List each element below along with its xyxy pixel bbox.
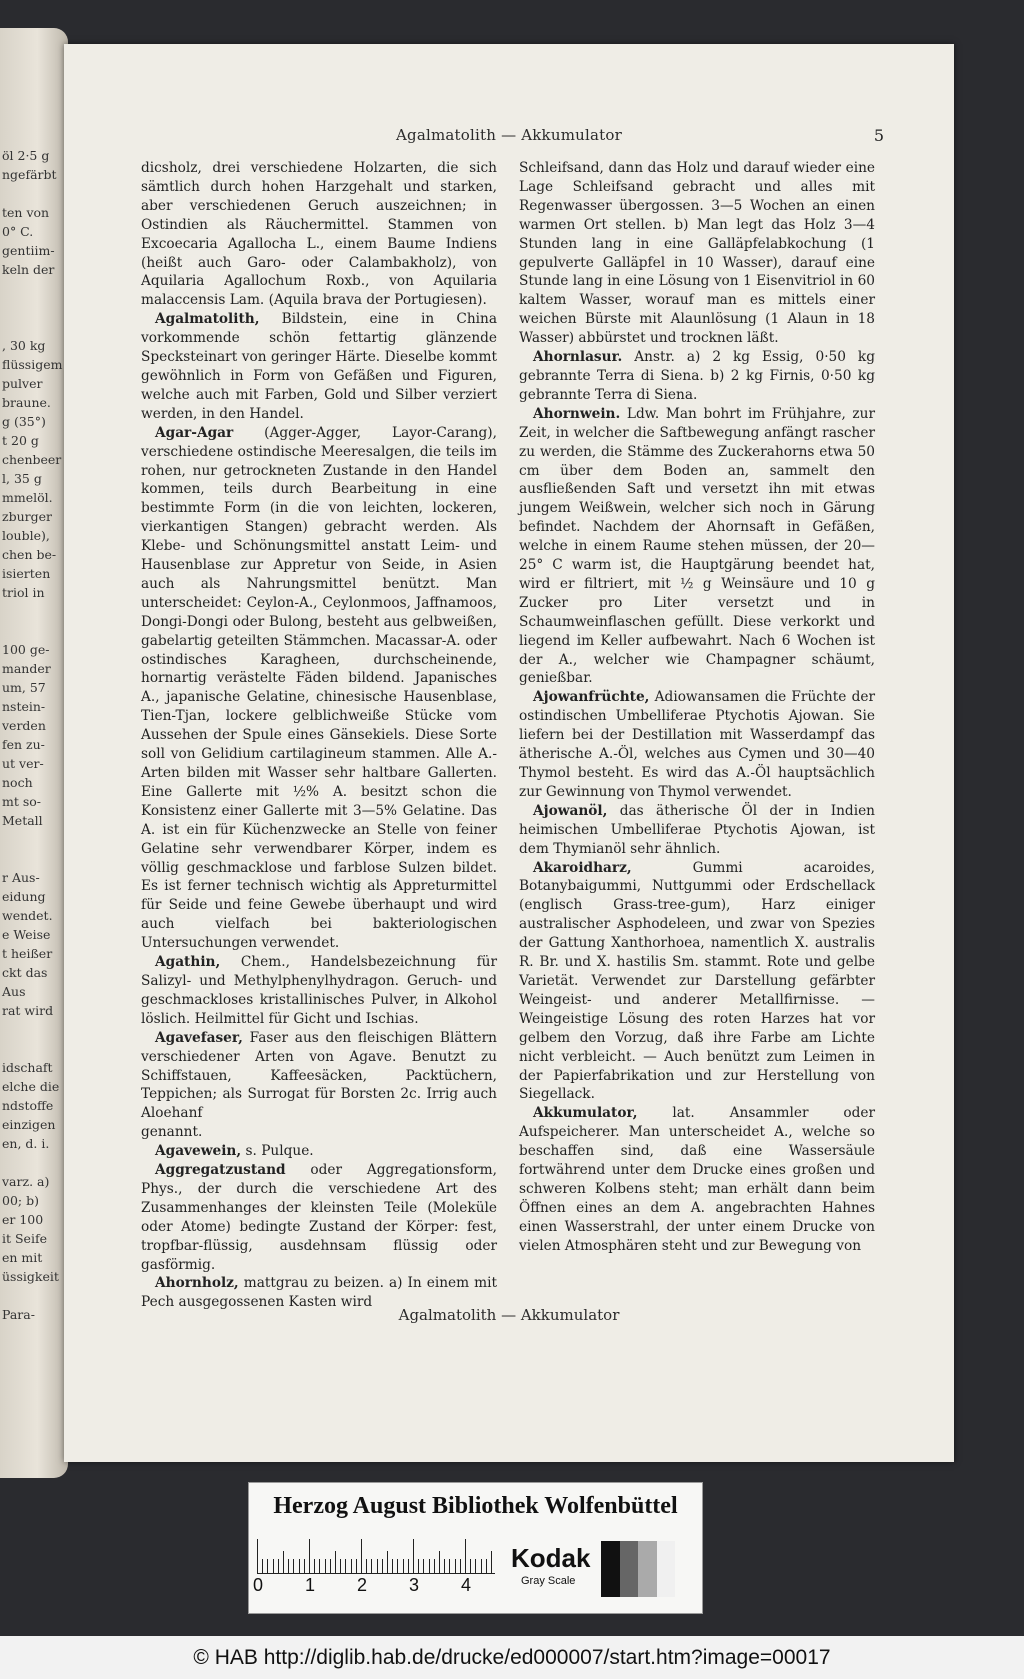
ruler-tick <box>361 1539 362 1573</box>
fragment-line: zburger <box>2 509 52 524</box>
ruler-tick <box>366 1559 367 1573</box>
fragment-line: er 100 <box>2 1212 44 1227</box>
fragment-line: it Seife <box>2 1231 47 1246</box>
fragment-line: l, 35 g <box>2 471 42 486</box>
entry-text: (Agger-Agger, Layor-Carang), verschiedene ostindische Meeresalgen, die teils im rohen, nur getrockneten Zustande in den Handel kommen, teils durch Bearbeitung in eine bestimmte Form (in die von leichten, lockeren, vierkantigen Stangen) gebracht werden. Als Klebe- und Schönungsmittel anstatt Leim- und Hausenblase zur Appretur von Seide, in Asien auch als Nahrungsmittel benützt. Man unterscheidet: Ceylon-A., Ceylonmoos, Jaffnamoos, Dongi-Dongi oder Bulong, besteht aus gelbweißen, gabelartig geteilten Stämmchen. Macassar-A. oder ostindisches Karagheen, durchscheinende, hornartig verästelte Fäden bildend. Japanisches A., japanische Gelatine, chinesische Hausenblase, Tien-Tjan, lockere gelblichweiße Stücke vom Aussehen der Spule eines Gänsekiels. Diese Sorte soll von Gelidium cartilagineum stammen. Alle A.-Arten bilden mit Wasser sehr haltbare Gallerten. Eine Gallerte mit ½% A. besitzt schon die Konsistenz einer Gallerte mit 3—5% Gelatine. Das A. ist ein für Küchenzwecke an Stelle von feiner Gelatine sehr verwendbarer Körper, indem es völlig geschmacklose und farblose Sulzen bildet. Es ist ferner technisch wichtig als Appreturmittel für Seide und feine Gewebe überhaupt und wird auch vielfach bei bakteriologischen Untersuchungen verwendet. <box>141 424 497 952</box>
ruler-tick <box>444 1559 445 1573</box>
fragment-line: öl 2·5 g <box>2 148 50 163</box>
dictionary-entry <box>141 1029 497 1124</box>
fragment-line <box>2 1153 62 1172</box>
entry-headword: Aggregatzustand <box>155 1162 286 1179</box>
ruler-tick <box>429 1559 430 1573</box>
fragment-line <box>2 849 62 868</box>
ruler-tick <box>382 1559 383 1573</box>
ruler-tick <box>356 1559 357 1573</box>
dictionary-entry <box>519 1104 875 1255</box>
dictionary-entry <box>141 159 497 310</box>
entry-text: Faser aus den fleischigen Blättern verschiedener Arten von Agave. Benutzt zu Schiffstauen, Kaffeesäcken, Packtüchern, Teppichen; als Surrogat für Borsten 2c. Irrig auch Aloehanf <box>141 1029 497 1122</box>
ruler-tick <box>335 1551 336 1573</box>
ruler-tick <box>475 1559 476 1573</box>
kodak-logo: Kodak <box>511 1543 591 1573</box>
fragment-line: chenbeer <box>2 452 62 467</box>
fragment-line: Metall <box>2 813 43 828</box>
fragment-line <box>2 830 62 849</box>
ruler-tick <box>371 1559 372 1573</box>
fragment-line: ngefärbt <box>2 167 57 182</box>
ruler-tick <box>262 1559 263 1573</box>
ruler-tick <box>408 1559 409 1573</box>
ruler-tick <box>397 1559 398 1573</box>
fragment-line: mander <box>2 661 51 676</box>
dictionary-entry <box>519 802 875 859</box>
fragment-line <box>2 317 62 336</box>
ruler-tick <box>257 1539 258 1573</box>
ruler-tick <box>377 1559 378 1573</box>
fragment-line <box>2 298 62 317</box>
fragment-line: fen zu- <box>2 737 45 752</box>
fragment-line: keln der <box>2 262 55 277</box>
entry-text: Ldw. Man bohrt im Frühjahre, zur Zeit, in welcher die Saftbewegung anfängt rascher zu werden, die Stämme des Zuckerahorns etwa 50 cm über dem Boden an, sammelt den ausfließenden Saft und versetzt ihn mit etwas jungem Weißwein, welcher sich noch in Gärung befindet. Nachdem der Ahornsaft in Gefäßen, welche in einem Raume stehen müssen, der 20—25° C warm ist, die Hauptgärung beendet hat, wird er filtriert, mit ½ g Weinsäure und 10 g Zucker pro Liter versetzt und in Schaumweinflaschen gefüllt. Diese verkorkt und liegend im Keller aufbewahrt. Nach 6 Wochen ist der A., welcher wie Champagner schäumt, genießbar. <box>519 405 875 687</box>
dictionary-entry <box>141 1142 497 1161</box>
ruler-tick <box>273 1559 274 1573</box>
fragment-line: rat wird <box>2 1003 54 1018</box>
ruler-tick <box>278 1559 279 1573</box>
ruler-tick <box>465 1539 466 1573</box>
fragment-line: t 20 g <box>2 433 39 448</box>
ruler-tick <box>283 1551 284 1573</box>
entry-headword: Akkumulator, <box>533 1105 638 1122</box>
fragment-line: braune. <box>2 395 51 410</box>
fragment-line: nstein- <box>2 699 46 714</box>
ruler-tick <box>413 1539 414 1573</box>
dictionary-entry <box>141 1161 497 1274</box>
fragment-line: 00; b) <box>2 1193 39 1208</box>
fragment-line <box>2 1020 62 1039</box>
ruler-tick <box>330 1559 331 1573</box>
ruler-tick <box>325 1559 326 1573</box>
fragment-line: triol in <box>2 585 45 600</box>
fragment-line: Para- <box>2 1307 35 1322</box>
fragment-line: mmelöl. <box>2 490 53 505</box>
ruler-tick <box>267 1559 268 1573</box>
entry-text: oder Aggregationsform, Phys., der durch die verschiedene Art des Zusammenhanges der kleinsten Teile (Moleküle oder Atome) bedingte Zustand der Körper: fest, tropfbar-flüssig, ausdehnsam flüssig oder gasförmig. <box>141 1162 497 1273</box>
running-foot: Agalmatolith — Akkumulator <box>398 1306 620 1324</box>
right-column <box>519 159 875 1256</box>
ruler-tick <box>434 1559 435 1573</box>
entry-text: genannt. <box>141 1124 203 1141</box>
fragment-line: Aus <box>2 984 26 999</box>
entry-text: mattgrau zu beizen. a) In einem mit Pech ausgegossenen Kasten wird <box>141 1275 497 1311</box>
fragment-line: r Aus- <box>2 870 40 885</box>
entry-headword: Agathin, <box>155 954 221 971</box>
ruler <box>257 1539 495 1574</box>
document-page <box>64 44 954 1462</box>
fragment-line <box>2 184 62 203</box>
ruler-tick <box>418 1559 419 1573</box>
color-scale-card <box>248 1482 703 1614</box>
ruler-number: 2 <box>357 1575 368 1595</box>
fragment-line: um, 57 <box>2 680 46 695</box>
entry-text: Gummi acaroides, Botanybaigummi, Nuttgummi oder Erdschellack (englisch Grass-tree-gum), Harz einiger australischer Asphodeleen, und zwar von Spezies der Gattung Xanthorhoea, namentlich X. australis R. Br. und X. hastilis Sm. stammt. Rote und gelbe Varietät. Verwendet zur Darstellung gefärbter Weingeist- und anderer Metallfirnisse. — Weingeistige Lösung des roten Harzes hat vor gelbem den Vorzug, daß ihre Farbe am Lichte nicht verbleicht. — Auch benützt zum Leimen in der Papierfabrikation und zur Herstellung von Siegellack. <box>519 859 875 1103</box>
dictionary-entry <box>519 688 875 801</box>
fragment-line: wendet. <box>2 908 53 923</box>
ruler-tick <box>403 1559 404 1573</box>
fragment-line: e Weise <box>2 927 51 942</box>
entry-text: dicsholz, drei verschiedene Holzarten, die sich sämtlich durch hohen Harzgehalt und starken, aber verschiedenen Geruch auszeichnen; in Ostindien als Räuchermittel. Stammen von Excoecaria Agallocha L., einem Baume Indiens (heißt auch Garo- oder Calambakholz), von Aquilaria Agallochum Roxb., von Aquilaria malaccensis Lam. (Aquila brava der Portugiesen). <box>141 160 497 309</box>
entry-text: das ätherische Öl der in Indien heimischen Umbelliferae Ptychotis Ajowan, ist dem Thymianöl sehr ähnlich. <box>519 802 875 857</box>
entry-headword: Ahornlasur. <box>533 349 623 366</box>
fragment-line: flüssigem <box>2 357 63 372</box>
fragment-line: en, d. i. <box>2 1136 50 1151</box>
fragment-line: einzigen <box>2 1117 56 1132</box>
ruler-tick <box>345 1559 346 1573</box>
fragment-line: 0° C. <box>2 224 34 239</box>
dictionary-entry <box>141 424 497 953</box>
ruler-number: 4 <box>461 1575 472 1595</box>
fragment-line: noch <box>2 775 33 790</box>
fragment-line: en mit <box>2 1250 43 1265</box>
ruler-tick <box>340 1559 341 1573</box>
entry-text: Schleifsand, dann das Holz und darauf wieder eine Lage Schleifsand gebracht und alles mit Regenwasser übergossen. 3—5 Wochen an einen warmen Ort stellen. b) Man legt das Holz 3—4 Stunden lang in eine Galläpfelabkochung (1 gepulverte Galläpfel in 10 Wasser), darauf eine Stunde lang in eine Lösung von 1 Eisenvitriol in 60 kaltem Wasser, worauf man es mittels einer weichen Bürste mit Alaunlösung (1 Alaun in 18 Wasser) abbürstet und trocknen läßt. <box>519 160 875 347</box>
fragment-line: isierten <box>2 566 51 581</box>
fragment-line <box>2 279 62 298</box>
copyright-footer: © HAB http://diglib.hab.de/drucke/ed000007/start.htm?image=00017 <box>0 1636 1024 1679</box>
entry-text: Adiowansamen die Früchte der ostindischen Umbelliferae Ptychotis Ajowan. Sie liefern bei der Destillation mit Wasserdampf das ätherische A.-Öl, welches aus Cymen und 30—40 Thymol besteht. Es wird das A.-Öl hauptsächlich zur Gewinnung von Thymol verwendet. <box>519 689 875 800</box>
running-head: Agalmatolith — Akkumulator <box>396 126 622 144</box>
entry-headword: Ajowanöl, <box>533 802 608 819</box>
fragment-line: ckt das <box>2 965 48 980</box>
fragment-line: t heißer <box>2 946 53 961</box>
ruler-tick <box>449 1559 450 1573</box>
entry-headword: Ahornholz, <box>155 1275 239 1292</box>
fragment-line: louble), <box>2 528 50 543</box>
fragment-line: g (35°) <box>2 414 46 429</box>
ruler-tick <box>309 1539 310 1573</box>
library-name: Herzog August Bibliothek Wolfenbüttel <box>273 1493 678 1519</box>
gray-patches <box>601 1541 675 1597</box>
fragment-line: gentiim- <box>2 243 55 258</box>
previous-page-text-fragments <box>0 146 62 1324</box>
ruler-tick <box>319 1559 320 1573</box>
ruler-tick <box>351 1559 352 1573</box>
entry-text: s. Pulque. <box>241 1143 314 1160</box>
entry-text: Bildstein, eine in China vorkommende schön fettartig glänzende Specksteinart von geringer Härte. Dieselbe kommt gewöhnlich in Form von Gefäßen und Figuren, welche auch mit Farben, Gold und Silber verziert werden, in den Handel. <box>141 311 497 422</box>
entry-headword: Akaroidharz, <box>533 859 632 876</box>
fragment-line: üssigkeit <box>2 1269 59 1284</box>
entry-headword: Agalmatolith, <box>155 311 260 328</box>
fragment-line: ndstoffe <box>2 1098 54 1113</box>
ruler-tick <box>423 1559 424 1573</box>
dictionary-entry <box>519 348 875 405</box>
fragment-line: elche die <box>2 1079 60 1094</box>
page-number: 5 <box>873 126 884 145</box>
fragment-line: ut ver- <box>2 756 44 771</box>
entry-headword: Agar-Agar <box>155 424 234 441</box>
ruler-tick <box>293 1559 294 1573</box>
fragment-line: eidung <box>2 889 46 904</box>
ruler-tick <box>491 1551 492 1573</box>
fragment-line: ten von <box>2 205 50 220</box>
entry-text: Chem., Handelsbezeichnung für Salizyl- und Methylphenylhydragon. Geruch- und geschmackloses kristallinisches Pulver, in Alkohol löslich. Heilmittel für Gicht und Ischias. <box>141 954 497 1027</box>
fragment-line: mt so- <box>2 794 42 809</box>
ruler-tick <box>486 1559 487 1573</box>
fragment-line: varz. a) <box>2 1174 50 1189</box>
fragment-line <box>2 1286 62 1305</box>
ruler-tick <box>455 1559 456 1573</box>
dictionary-entry <box>519 159 875 348</box>
ruler-tick <box>314 1559 315 1573</box>
entry-headword: Agavefaser, <box>155 1029 243 1046</box>
dictionary-entry <box>519 405 875 689</box>
fragment-line: 100 ge- <box>2 642 50 657</box>
ruler-tick <box>304 1559 305 1573</box>
entry-text: lat. Ansammler oder Aufspeicherer. Man unterscheidet A., welche so beschaffen sind, daß eine Wassersäule fortwährend unter dem Drucke eines großen und schweren Kolbens steht; man erhält dann beim Öffnen eines an dem A. angebrachten Hahnes einen Wasserstrahl, der unter einem Drucke von vielen Atmosphären steht und zur Bewegung von <box>519 1105 875 1254</box>
gray-scale-label: Gray Scale <box>521 1575 576 1587</box>
ruler-tick <box>460 1559 461 1573</box>
fragment-line <box>2 602 62 621</box>
entry-headword: Ajowanfrüchte, <box>533 689 650 706</box>
fragment-line: , 30 kg <box>2 338 46 353</box>
ruler-number: 0 <box>253 1575 264 1595</box>
dictionary-entry <box>141 953 497 1029</box>
dictionary-entry <box>141 1123 497 1142</box>
ruler-tick <box>392 1559 393 1573</box>
dictionary-entry <box>519 859 875 1105</box>
left-column <box>141 159 497 1312</box>
ruler-number: 3 <box>409 1575 420 1595</box>
ruler-tick <box>481 1559 482 1573</box>
ruler-tick <box>288 1559 289 1573</box>
ruler-number: 1 <box>305 1575 316 1595</box>
fragment-line: chen be- <box>2 547 57 562</box>
fragment-line: idschaft <box>2 1060 53 1075</box>
fragment-line <box>2 621 62 640</box>
dictionary-entry <box>141 310 497 423</box>
fragment-line: verden <box>2 718 46 733</box>
entry-text: Anstr. a) 2 kg Essig, 0·50 kg gebrannte Terra di Siena. b) 2 kg Firnis, 0·50 kg gebrannte Terra di Siena. <box>519 349 875 403</box>
previous-page-edge <box>0 28 68 1478</box>
ruler-tick <box>439 1551 440 1573</box>
ruler-tick <box>470 1559 471 1573</box>
entry-headword: Ahornwein. <box>533 405 621 422</box>
entry-headword: Agavewein, <box>155 1143 242 1160</box>
fragment-line <box>2 1039 62 1058</box>
ruler-tick <box>299 1559 300 1573</box>
fragment-line: pulver <box>2 376 43 391</box>
ruler-tick <box>387 1551 388 1573</box>
